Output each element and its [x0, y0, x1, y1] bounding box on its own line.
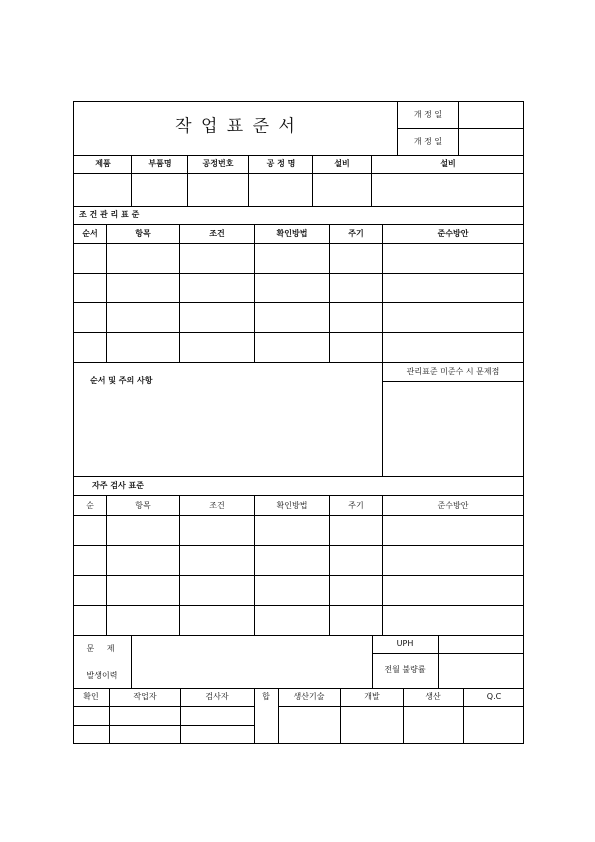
- condition-row-3-period-cell[interactable]: [329, 302, 383, 333]
- inspection-row-1-item-cell[interactable]: [106, 515, 180, 546]
- condition-row-4-order-cell[interactable]: [73, 332, 107, 363]
- inspection-row-2-item-cell[interactable]: [106, 545, 180, 576]
- condition-row-3-condition-cell[interactable]: [179, 302, 255, 333]
- condition-row-2-order-cell[interactable]: [73, 273, 107, 304]
- problem-content-cell[interactable]: [131, 635, 373, 689]
- inspection-header-item: 항목: [135, 501, 151, 510]
- inspection-header-period: 주기: [348, 501, 364, 510]
- condition-row-2-compliance-cell[interactable]: [382, 273, 524, 304]
- inspection-header-condition: 조건: [209, 501, 225, 510]
- inspection-row-1-condition-cell[interactable]: [179, 515, 255, 546]
- condition-row-1-compliance-cell[interactable]: [382, 243, 524, 274]
- condition-row-1-item-cell[interactable]: [106, 243, 180, 274]
- condition-row-4-compliance-cell[interactable]: [382, 332, 524, 363]
- condition-row-3-item-cell[interactable]: [106, 302, 180, 333]
- inspection-section-title: 자주 검사 표준: [92, 481, 144, 490]
- worker-sign-cell-2[interactable]: [109, 725, 181, 744]
- inspection-header-compliance: 준수방안: [437, 501, 469, 510]
- inspection-row-2-compliance-cell[interactable]: [382, 545, 524, 576]
- revision-value-cell-1[interactable]: [458, 101, 524, 129]
- condition-row-1-method-cell[interactable]: [254, 243, 330, 274]
- inspection-row-1-compliance-cell[interactable]: [382, 515, 524, 546]
- condition-header-method: 확인방법: [276, 229, 308, 238]
- inspection-row-2-period-cell[interactable]: [329, 545, 383, 576]
- inspector-sign-cell-1[interactable]: [180, 706, 255, 726]
- part-name-label: 부품명: [148, 159, 172, 168]
- condition-section-title: 조 건 관 리 표 준: [79, 210, 140, 219]
- production-sign-cell[interactable]: [403, 706, 464, 744]
- dev-sign-cell[interactable]: [340, 706, 404, 744]
- condition-row-2-item-cell[interactable]: [106, 273, 180, 304]
- process-no-value-cell[interactable]: [187, 173, 249, 207]
- inspection-row-3-compliance-cell[interactable]: [382, 575, 524, 606]
- inspection-row-3-method-cell[interactable]: [254, 575, 330, 606]
- dev-label: 개발: [364, 692, 380, 701]
- condition-row-2-method-cell[interactable]: [254, 273, 330, 304]
- condition-row-3-method-cell[interactable]: [254, 302, 330, 333]
- uph-value-cell[interactable]: [438, 635, 524, 654]
- inspection-row-4-period-cell[interactable]: [329, 605, 383, 636]
- prod-tech-label: 생산기술: [293, 692, 325, 701]
- condition-row-4-item-cell[interactable]: [106, 332, 180, 363]
- procedure-title: 순서 및 주의 사항: [90, 376, 153, 385]
- process-name-label: 공 정 명: [266, 159, 296, 168]
- condition-row-2-period-cell[interactable]: [329, 273, 383, 304]
- equipment-value-cell-1[interactable]: [312, 173, 372, 207]
- product-label: 제품: [95, 159, 111, 168]
- issue-content-cell[interactable]: [382, 381, 524, 477]
- inspection-row-4-method-cell[interactable]: [254, 605, 330, 636]
- inspection-row-2-order-cell[interactable]: [73, 545, 107, 576]
- inspection-row-3-condition-cell[interactable]: [179, 575, 255, 606]
- defect-rate-label: 전월 불량률: [384, 665, 426, 674]
- condition-header-compliance: 준수방안: [437, 229, 469, 238]
- condition-row-4-method-cell[interactable]: [254, 332, 330, 363]
- problem-label: 문 제: [86, 644, 120, 653]
- inspection-row-4-item-cell[interactable]: [106, 605, 180, 636]
- inspection-row-2-method-cell[interactable]: [254, 545, 330, 576]
- condition-row-2-condition-cell[interactable]: [179, 273, 255, 304]
- worker-sign-cell-1[interactable]: [109, 706, 181, 726]
- defect-rate-value-cell[interactable]: [438, 653, 524, 689]
- confirm-label: 확인: [83, 692, 99, 701]
- condition-row-1-order-cell[interactable]: [73, 243, 107, 274]
- prod-tech-sign-cell[interactable]: [278, 706, 341, 744]
- process-no-label: 공정번호: [202, 159, 234, 168]
- condition-row-3-compliance-cell[interactable]: [382, 302, 524, 333]
- inspector-label: 검사자: [205, 692, 229, 701]
- revision-date-label-2: 개 정 일: [413, 137, 443, 146]
- condition-header-condition: 조건: [209, 229, 225, 238]
- condition-section-title-cell: [73, 206, 524, 225]
- worker-label: 작업자: [133, 692, 157, 701]
- inspection-row-4-compliance-cell[interactable]: [382, 605, 524, 636]
- condition-header-period: 주기: [348, 229, 364, 238]
- qc-label: Q.C: [486, 692, 502, 701]
- part-name-value-cell[interactable]: [131, 173, 188, 207]
- inspection-header-order: 순: [86, 501, 94, 510]
- inspection-row-4-condition-cell[interactable]: [179, 605, 255, 636]
- equipment-label-1: 설비: [334, 159, 350, 168]
- condition-header-item: 항목: [135, 229, 151, 238]
- condition-row-1-condition-cell[interactable]: [179, 243, 255, 274]
- revision-value-cell-2[interactable]: [458, 128, 524, 156]
- condition-row-1-period-cell[interactable]: [329, 243, 383, 274]
- agree-label: 합: [262, 692, 270, 701]
- inspection-row-2-condition-cell[interactable]: [179, 545, 255, 576]
- inspection-row-1-order-cell[interactable]: [73, 515, 107, 546]
- condition-row-4-period-cell[interactable]: [329, 332, 383, 363]
- inspection-row-3-period-cell[interactable]: [329, 575, 383, 606]
- equipment-value-cell-2[interactable]: [371, 173, 524, 207]
- qc-sign-cell[interactable]: [463, 706, 524, 744]
- condition-row-4-condition-cell[interactable]: [179, 332, 255, 363]
- production-label: 생산: [425, 692, 441, 701]
- uph-label: UPH: [396, 639, 414, 648]
- condition-row-3-order-cell[interactable]: [73, 302, 107, 333]
- inspection-header-method: 확인방법: [276, 501, 308, 510]
- condition-header-order: 순서: [82, 229, 98, 238]
- inspection-row-4-order-cell[interactable]: [73, 605, 107, 636]
- product-value-cell[interactable]: [73, 173, 132, 207]
- confirm-sign-cell-2[interactable]: [73, 725, 110, 744]
- inspection-row-3-order-cell[interactable]: [73, 575, 107, 606]
- issue-title: 관리표준 미준수 시 문제점: [406, 367, 500, 376]
- revision-date-label-1: 개 정 일: [413, 110, 443, 119]
- inspection-row-1-method-cell[interactable]: [254, 515, 330, 546]
- inspector-sign-cell-2[interactable]: [180, 725, 255, 744]
- equipment-label-2: 설비: [440, 159, 456, 168]
- inspection-row-1-period-cell[interactable]: [329, 515, 383, 546]
- document-title: 작 업 표 준 서: [175, 116, 297, 137]
- process-name-value-cell[interactable]: [248, 173, 313, 207]
- confirm-sign-cell-1[interactable]: [73, 706, 110, 726]
- inspection-row-3-item-cell[interactable]: [106, 575, 180, 606]
- history-label: 발생이력: [86, 671, 118, 680]
